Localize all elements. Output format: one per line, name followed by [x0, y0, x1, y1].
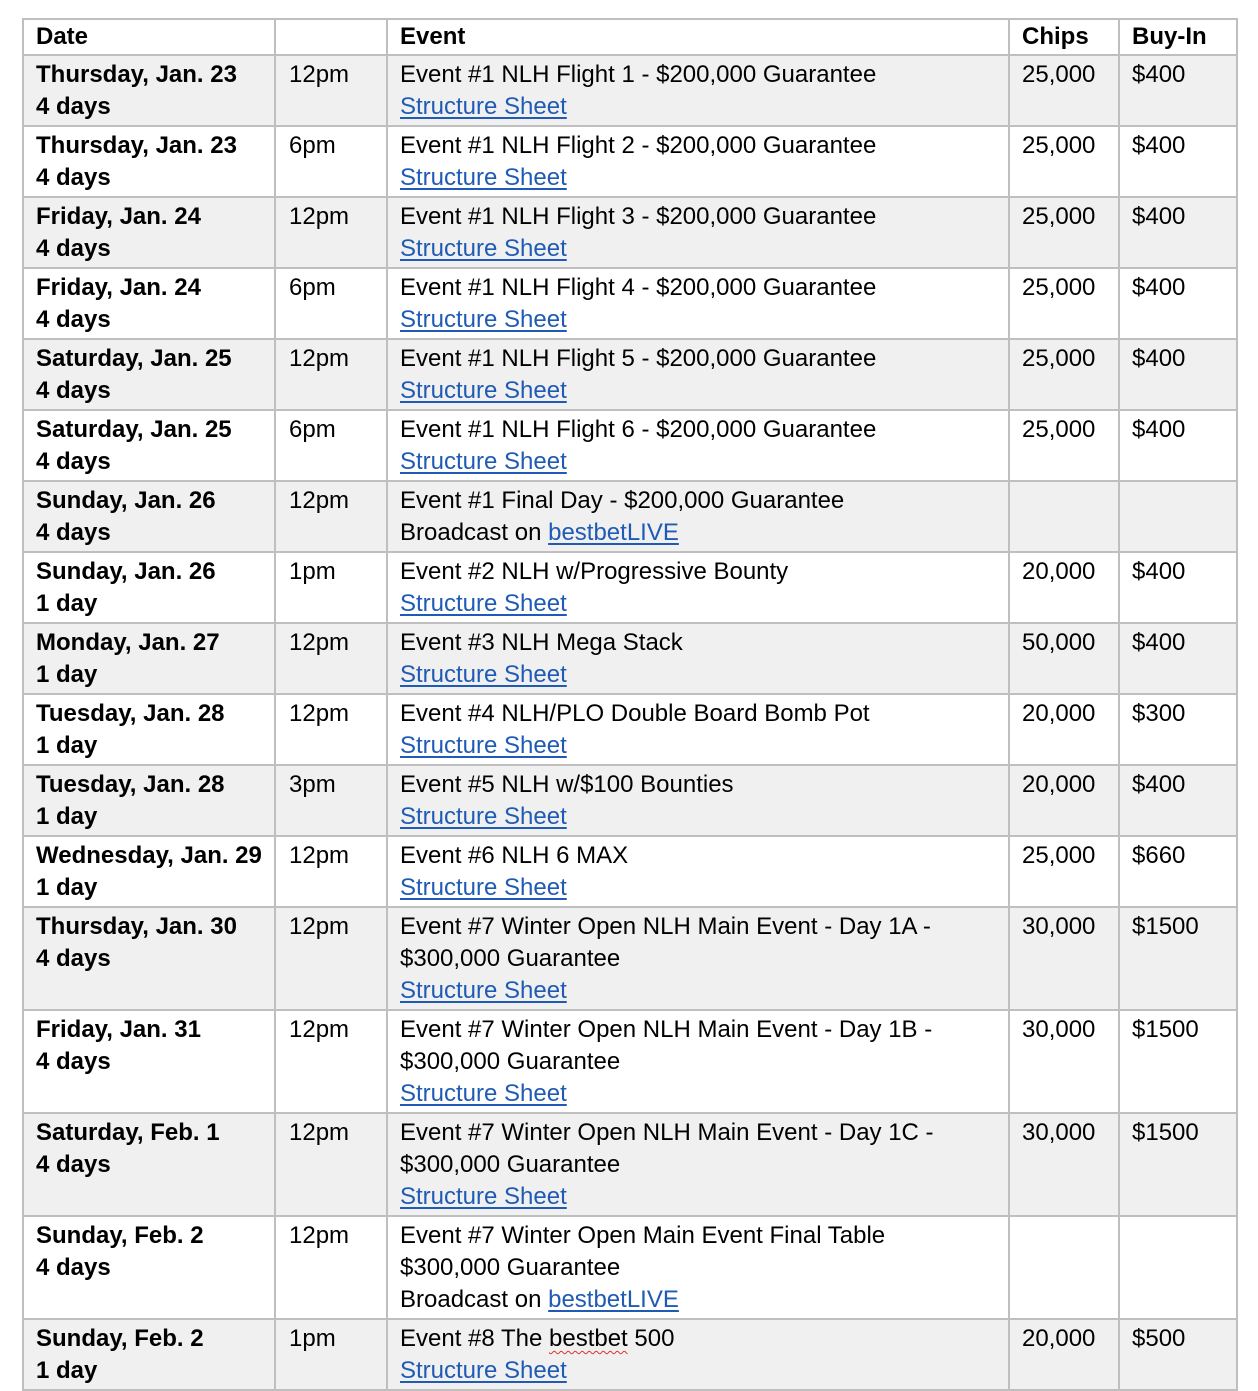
chips-value: 20,000 — [1009, 552, 1119, 623]
chips-value: 20,000 — [1009, 765, 1119, 836]
buyin-value: $400 — [1119, 268, 1237, 339]
buyin-value: $400 — [1119, 552, 1237, 623]
event-title: Event #1 NLH Flight 2 - $200,000 Guarantee — [400, 132, 877, 159]
table-row — [23, 836, 1237, 907]
event-time: 6pm — [275, 268, 387, 339]
event-cell — [387, 126, 1009, 197]
header-row — [23, 19, 1237, 55]
event-duration: 1 day — [36, 874, 98, 901]
event-duration: 4 days — [36, 448, 111, 475]
event-cell — [387, 55, 1009, 126]
event-duration: 4 days — [36, 93, 111, 120]
chips-value — [1009, 1216, 1119, 1319]
event-link-line — [400, 1181, 996, 1213]
structure-sheet-link[interactable]: Structure Sheet — [400, 803, 567, 830]
event-time: 12pm — [275, 623, 387, 694]
event-link-line — [400, 975, 996, 1007]
event-link-line — [400, 1078, 996, 1110]
event-title: $300,000 Guarantee — [400, 1151, 621, 1178]
structure-sheet-link[interactable]: Structure Sheet — [400, 164, 567, 191]
event-title: $300,000 Guarantee — [400, 945, 621, 972]
event-duration: 1 day — [36, 1357, 98, 1384]
buyin-value: $300 — [1119, 694, 1237, 765]
event-title: Event #7 Winter Open Main Event Final Table — [400, 1222, 886, 1249]
spellcheck-word: bestbet — [549, 1325, 628, 1352]
event-duration: 4 days — [36, 306, 111, 333]
buyin-value: $400 — [1119, 410, 1237, 481]
event-title: Event #7 Winter Open NLH Main Event - Day 1B - — [400, 1016, 933, 1043]
structure-sheet-link[interactable]: Structure Sheet — [400, 306, 567, 333]
chips-value: 20,000 — [1009, 1319, 1119, 1390]
table-row — [23, 1010, 1237, 1113]
event-cell — [387, 623, 1009, 694]
table-row — [23, 1113, 1237, 1216]
event-time: 12pm — [275, 55, 387, 126]
date-cell — [23, 836, 275, 907]
event-title: Event #1 NLH Flight 6 - $200,000 Guarantee — [400, 416, 877, 443]
event-date: Friday, Jan. 31 — [36, 1016, 201, 1043]
event-date: Sunday, Feb. 2 — [36, 1325, 204, 1352]
date-cell — [23, 410, 275, 481]
event-date: Thursday, Jan. 23 — [36, 132, 237, 159]
event-time: 12pm — [275, 836, 387, 907]
event-link-line — [400, 233, 996, 265]
buyin-value: $660 — [1119, 836, 1237, 907]
structure-sheet-link[interactable]: Structure Sheet — [400, 977, 567, 1004]
event-time: 6pm — [275, 126, 387, 197]
event-time: 12pm — [275, 1216, 387, 1319]
event-duration: 4 days — [36, 235, 111, 262]
link-prefix: Broadcast on — [400, 1286, 549, 1313]
structure-sheet-link[interactable]: Structure Sheet — [400, 93, 567, 120]
event-title: Event #7 Winter Open NLH Main Event - Day 1C - — [400, 1119, 934, 1146]
event-time: 12pm — [275, 1010, 387, 1113]
event-title: Event #3 NLH Mega Stack — [400, 629, 683, 656]
event-time: 1pm — [275, 552, 387, 623]
event-title: Event #7 Winter Open NLH Main Event - Day 1A - — [400, 913, 931, 940]
event-title: Event #1 NLH Flight 1 - $200,000 Guarantee — [400, 61, 877, 88]
event-date: Sunday, Jan. 26 — [36, 558, 216, 585]
event-link-line — [400, 446, 996, 478]
table-row — [23, 1216, 1237, 1319]
event-link-line — [400, 375, 996, 407]
event-date: Saturday, Feb. 1 — [36, 1119, 220, 1146]
event-cell — [387, 694, 1009, 765]
date-cell — [23, 126, 275, 197]
event-link-line — [400, 162, 996, 194]
buyin-value: $400 — [1119, 55, 1237, 126]
event-cell — [387, 552, 1009, 623]
event-duration: 4 days — [36, 1048, 111, 1075]
table-row — [23, 126, 1237, 197]
event-title: Event #1 NLH Flight 5 - $200,000 Guarantee — [400, 345, 877, 372]
event-link-line — [400, 1355, 996, 1387]
event-duration: 1 day — [36, 803, 98, 830]
event-link-line — [400, 588, 996, 620]
date-cell — [23, 481, 275, 552]
event-time: 12pm — [275, 694, 387, 765]
chips-value: 20,000 — [1009, 694, 1119, 765]
chips-value: 30,000 — [1009, 1010, 1119, 1113]
structure-sheet-link[interactable]: Structure Sheet — [400, 1357, 567, 1384]
event-duration: 1 day — [36, 732, 98, 759]
table-row — [23, 1319, 1237, 1390]
event-date: Thursday, Jan. 30 — [36, 913, 237, 940]
event-date: Tuesday, Jan. 28 — [36, 700, 225, 727]
buyin-value — [1119, 481, 1237, 552]
event-cell — [387, 765, 1009, 836]
table-row — [23, 623, 1237, 694]
table-row — [23, 339, 1237, 410]
event-date: Tuesday, Jan. 28 — [36, 771, 225, 798]
event-cell — [387, 1113, 1009, 1216]
table-row — [23, 694, 1237, 765]
event-cell — [387, 410, 1009, 481]
event-date: Sunday, Feb. 2 — [36, 1222, 204, 1249]
bestbetlive-link[interactable]: bestbetLIVE — [548, 519, 679, 546]
schedule-rows — [23, 55, 1237, 1390]
chips-value: 30,000 — [1009, 907, 1119, 1010]
table-row — [23, 410, 1237, 481]
buyin-value: $400 — [1119, 197, 1237, 268]
chips-value: 25,000 — [1009, 339, 1119, 410]
table-row — [23, 907, 1237, 1010]
date-cell — [23, 1113, 275, 1216]
event-date: Saturday, Jan. 25 — [36, 416, 232, 443]
event-cell — [387, 907, 1009, 1010]
event-cell — [387, 268, 1009, 339]
chips-value: 25,000 — [1009, 410, 1119, 481]
event-title: Event #2 NLH w/Progressive Bounty — [400, 558, 789, 585]
header-chips: Chips — [1009, 19, 1119, 55]
buyin-value: $400 — [1119, 623, 1237, 694]
event-time: 6pm — [275, 410, 387, 481]
event-title: Event #1 NLH Flight 4 - $200,000 Guarantee — [400, 274, 877, 301]
event-cell — [387, 1216, 1009, 1319]
date-cell — [23, 339, 275, 410]
event-title: Event #1 NLH Flight 3 - $200,000 Guarantee — [400, 203, 877, 230]
event-link-line — [400, 517, 996, 549]
buyin-value: $400 — [1119, 339, 1237, 410]
structure-sheet-link[interactable]: Structure Sheet — [400, 448, 567, 475]
structure-sheet-link[interactable]: Structure Sheet — [400, 1183, 567, 1210]
event-title-part: Event #8 The — [400, 1325, 549, 1352]
event-date: Sunday, Jan. 26 — [36, 487, 216, 514]
buyin-value: $400 — [1119, 126, 1237, 197]
event-duration: 4 days — [36, 377, 111, 404]
event-link-line — [400, 730, 996, 762]
event-link-line — [400, 872, 996, 904]
header-buyin: Buy-In — [1119, 19, 1237, 55]
event-date: Monday, Jan. 27 — [36, 629, 220, 656]
event-cell — [387, 339, 1009, 410]
date-cell — [23, 1319, 275, 1390]
table-row — [23, 552, 1237, 623]
table-row — [23, 268, 1237, 339]
event-duration: 4 days — [36, 1254, 111, 1281]
buyin-value: $1500 — [1119, 907, 1237, 1010]
table-row — [23, 765, 1237, 836]
event-title — [400, 1323, 996, 1355]
chips-value: 50,000 — [1009, 623, 1119, 694]
event-link-line — [400, 801, 996, 833]
event-duration: 4 days — [36, 519, 111, 546]
table-row — [23, 197, 1237, 268]
schedule-table — [22, 18, 1238, 1391]
event-duration: 4 days — [36, 945, 111, 972]
date-cell — [23, 55, 275, 126]
chips-value: 30,000 — [1009, 1113, 1119, 1216]
event-time: 12pm — [275, 907, 387, 1010]
event-title: Event #6 NLH 6 MAX — [400, 842, 629, 869]
event-time: 12pm — [275, 481, 387, 552]
event-time: 12pm — [275, 339, 387, 410]
event-link-line — [400, 1284, 996, 1316]
chips-value — [1009, 481, 1119, 552]
buyin-value: $500 — [1119, 1319, 1237, 1390]
event-time: 12pm — [275, 197, 387, 268]
structure-sheet-link[interactable]: Structure Sheet — [400, 235, 567, 262]
event-cell — [387, 481, 1009, 552]
header-event: Event — [387, 19, 1009, 55]
date-cell — [23, 1010, 275, 1113]
date-cell — [23, 552, 275, 623]
structure-sheet-link[interactable]: Structure Sheet — [400, 661, 567, 688]
event-cell — [387, 1319, 1009, 1390]
event-link-line — [400, 659, 996, 691]
chips-value: 25,000 — [1009, 55, 1119, 126]
event-date: Saturday, Jan. 25 — [36, 345, 232, 372]
date-cell — [23, 694, 275, 765]
event-title: Event #4 NLH/PLO Double Board Bomb Pot — [400, 700, 870, 727]
event-date: Wednesday, Jan. 29 — [36, 842, 262, 869]
event-title: $300,000 Guarantee — [400, 1048, 621, 1075]
buyin-value — [1119, 1216, 1237, 1319]
event-cell — [387, 836, 1009, 907]
event-date: Friday, Jan. 24 — [36, 274, 201, 301]
event-time: 3pm — [275, 765, 387, 836]
table-row — [23, 481, 1237, 552]
date-cell — [23, 765, 275, 836]
header-date: Date — [23, 19, 275, 55]
event-duration: 1 day — [36, 661, 98, 688]
table-row — [23, 55, 1237, 126]
event-date: Thursday, Jan. 23 — [36, 61, 237, 88]
event-title-part: 500 — [627, 1325, 675, 1352]
date-cell — [23, 907, 275, 1010]
buyin-value: $1500 — [1119, 1010, 1237, 1113]
structure-sheet-link[interactable]: Structure Sheet — [400, 874, 567, 901]
chips-value: 25,000 — [1009, 836, 1119, 907]
buyin-value: $1500 — [1119, 1113, 1237, 1216]
date-cell — [23, 1216, 275, 1319]
structure-sheet-link[interactable]: Structure Sheet — [400, 590, 567, 617]
event-link-line — [400, 304, 996, 336]
chips-value: 25,000 — [1009, 126, 1119, 197]
structure-sheet-link[interactable]: Structure Sheet — [400, 377, 567, 404]
date-cell — [23, 623, 275, 694]
buyin-value: $400 — [1119, 765, 1237, 836]
structure-sheet-link[interactable]: Structure Sheet — [400, 1080, 567, 1107]
event-duration: 4 days — [36, 164, 111, 191]
event-title: Event #5 NLH w/$100 Bounties — [400, 771, 734, 798]
event-cell — [387, 197, 1009, 268]
header-time — [275, 19, 387, 55]
event-duration: 1 day — [36, 590, 98, 617]
link-prefix: Broadcast on — [400, 519, 549, 546]
chips-value: 25,000 — [1009, 268, 1119, 339]
event-date: Friday, Jan. 24 — [36, 203, 201, 230]
bestbetlive-link[interactable]: bestbetLIVE — [548, 1286, 679, 1313]
event-cell — [387, 1010, 1009, 1113]
event-duration: 4 days — [36, 1151, 111, 1178]
chips-value: 25,000 — [1009, 197, 1119, 268]
event-link-line — [400, 91, 996, 123]
event-title: $300,000 Guarantee — [400, 1254, 621, 1281]
date-cell — [23, 268, 275, 339]
event-time: 12pm — [275, 1113, 387, 1216]
event-time: 1pm — [275, 1319, 387, 1390]
event-title: Event #1 Final Day - $200,000 Guarantee — [400, 487, 845, 514]
structure-sheet-link[interactable]: Structure Sheet — [400, 732, 567, 759]
date-cell — [23, 197, 275, 268]
